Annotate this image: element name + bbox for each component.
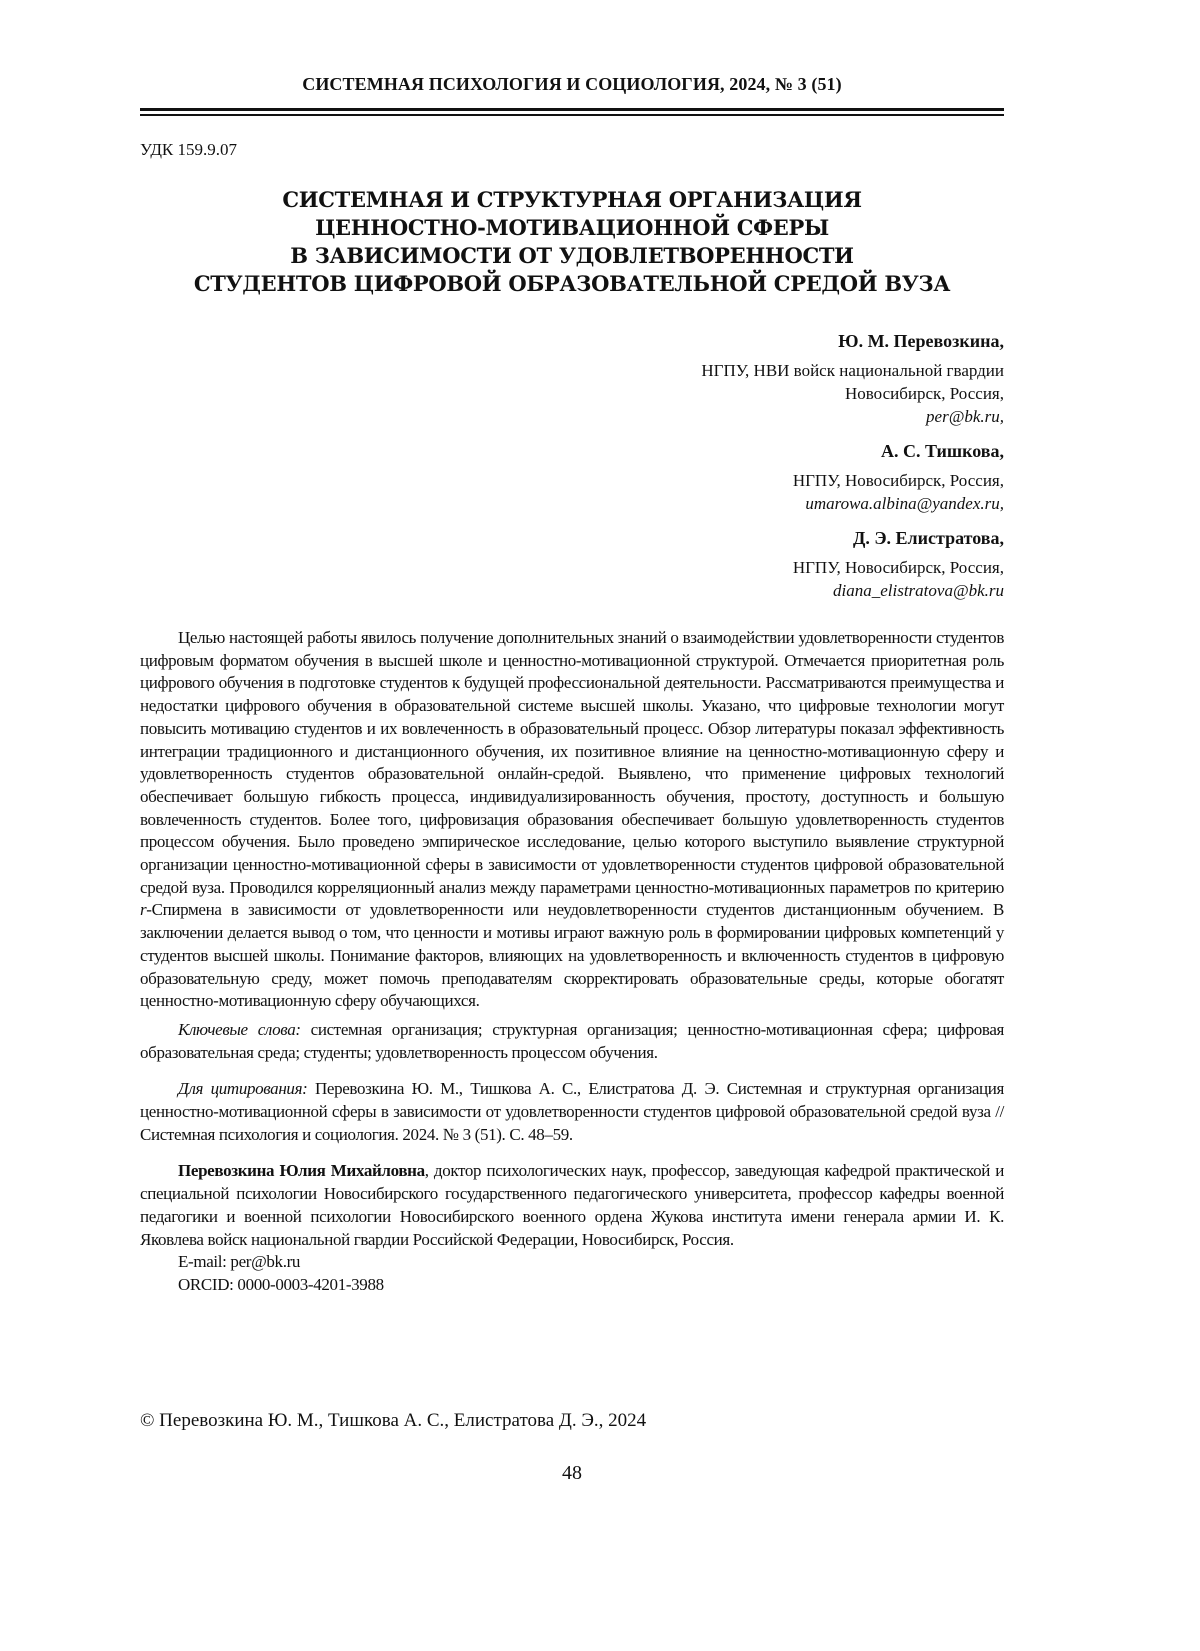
- abstract: [140, 627, 1004, 1013]
- title-line: СИСТЕМНАЯ И СТРУКТУРНАЯ ОРГАНИЗАЦИЯ: [140, 186, 1004, 214]
- bio-text: , доктор психологических наук, профессор, заведующая кафедрой практической и специальной психологии Новосибирского государственного педагогического университета, профессор кафедры военной педагогики и военной психологии Новосибирского военного ордена Жукова института имени генерала армии И. К. Яковлева войск национальной гвардии Российской Федерации, Новосибирск, Россия.: [140, 1161, 1004, 1248]
- keywords-label: Ключевые слова:: [178, 1020, 301, 1039]
- citation: [140, 1078, 1004, 1146]
- author-email[interactable]: per@bk.ru,: [701, 405, 1004, 428]
- author-email[interactable]: umarowa.albina@yandex.ru,: [701, 492, 1004, 515]
- bio-name: Перевозкина Юлия Михайловна: [178, 1161, 425, 1180]
- author-bio: [140, 1160, 1004, 1251]
- keywords: [140, 1019, 1004, 1064]
- citation-label: Для цитирования:: [178, 1079, 307, 1098]
- author-name: Д. Э. Елистратова,: [701, 527, 1004, 550]
- bio-email: E-mail: per@bk.ru: [140, 1251, 1004, 1274]
- bio-orcid: ORCID: 0000-0003-4201-3988: [140, 1274, 1004, 1297]
- author-name: А. С. Тишкова,: [701, 440, 1004, 463]
- author-affiliation: НГПУ, Новосибирск, Россия,: [701, 556, 1004, 579]
- author-affiliation: Новосибирск, Россия,: [701, 382, 1004, 405]
- header-rule-thin: [140, 114, 1004, 116]
- copyright: © Перевозкина Ю. М., Тишкова А. С., Елистратова Д. Э., 2024: [140, 1410, 646, 1432]
- citation-text: Перевозкина Ю. М., Тишкова А. С., Елистратова Д. Э. Системная и структурная организация ценностно-мотивационной сферы в зависимости от удовлетворенности студентов цифровой образовательной средой вуза // Системная психология и социология. 2024. № 3 (51). С. 48–59.: [140, 1079, 1004, 1143]
- title-line: СТУДЕНТОВ ЦИФРОВОЙ ОБРАЗОВАТЕЛЬНОЙ СРЕДОЙ ВУЗА: [140, 270, 1004, 298]
- abstract-text-tail: -Спирмена в зависимости от удовлетворенности или неудовлетворенности студентов дистанционным обучением. В заключении делается вывод о том, что ценности и мотивы играют важную роль в формировании цифровых компетенций у студентов высшей школы. Понимание факторов, влияющих на удовлетворенность и включенность студентов в цифровую образовательную среду, может помочь преподавателям скорректировать образовательные среды, которые обогатят ценностно-мотивационную сферу обучающихся.: [140, 900, 1004, 1010]
- authors-block: [701, 330, 1004, 602]
- author-affiliation: НГПУ, Новосибирск, Россия,: [701, 469, 1004, 492]
- keywords-text: системная организация; структурная организация; ценностно-мотивационная сфера; цифровая образовательная среда; студенты; удовлетворенность процессом обучения.: [140, 1020, 1004, 1062]
- author-email[interactable]: diana_elistratova@bk.ru: [701, 579, 1004, 602]
- author-name: Ю. М. Перевозкина,: [701, 330, 1004, 353]
- journal-header: СИСТЕМНАЯ ПСИХОЛОГИЯ И СОЦИОЛОГИЯ, 2024, № 3 (51): [140, 74, 1004, 95]
- abstract-r-symbol: r: [140, 900, 146, 919]
- title-line: В ЗАВИСИМОСТИ ОТ УДОВЛЕТВОРЕННОСТИ: [140, 242, 1004, 270]
- page-number: 48: [140, 1462, 1004, 1485]
- article-title: [140, 186, 1004, 298]
- author-affiliation: НГПУ, НВИ войск национальной гвардии: [701, 359, 1004, 382]
- header-rule-thick: [140, 108, 1004, 111]
- title-line: ЦЕННОСТНО-МОТИВАЦИОННОЙ СФЕРЫ: [140, 214, 1004, 242]
- abstract-text: Целью настоящей работы явилось получение дополнительных знаний о взаимодействии удовлетворенности студентов цифровым форматом обучения в высшей школе и ценностно-мотивационной структурой. Отмечается приоритетная роль цифрового обучения в подготовке студентов к будущей профессиональной деятельности. Рассматриваются преимущества и недостатки цифрового обучения в образовательной системе высшей школы. Указано, что цифровые технологии могут повысить мотивацию студентов и их вовлеченность в образовательный процесс. Обзор литературы показал эффективность интеграции традиционного и дистанционного обучения, их позитивное влияние на ценностно-мотивационную сферу и удовлетворенность студентов образовательной онлайн-средой. Выявлено, что применение цифровых технологий обеспечивает большую гибкость процесса, индивидуализированность обучения, простоту, доступность и большую вовлеченность студентов. Более того, цифровизация образования обеспечивает большую удовлетворенность студентов процессом обучения. Было проведено эмпирическое исследование, целью которого выступило выявление структурной организации ценностно-мотивационной сферы в зависимости от удовлетворенности студентов цифровой образовательной средой вуза. Проводился корреляционный анализ между параметрами ценностно-мотивационных параметров по критерию: [140, 628, 1004, 897]
- udk-code: УДК 159.9.07: [140, 140, 237, 160]
- article-body: [140, 627, 1004, 1297]
